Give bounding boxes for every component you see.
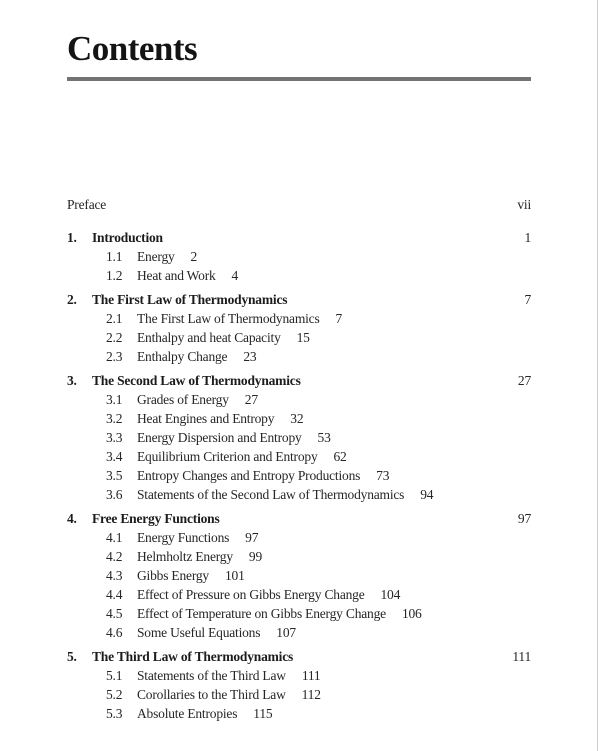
section-title: Equilibrium Criterion and Entropy xyxy=(137,449,318,464)
chapter-number: 2. xyxy=(67,292,77,307)
page-title: Contents xyxy=(67,29,198,68)
section-entry xyxy=(67,666,531,685)
section-page-number: 115 xyxy=(253,706,273,721)
chapter-entry xyxy=(67,509,531,528)
section-number: 2.2 xyxy=(106,330,123,345)
section-number: 5.2 xyxy=(106,687,123,702)
section-page-number: 101 xyxy=(224,568,245,583)
title-rule xyxy=(67,77,531,81)
section-entry xyxy=(67,685,531,704)
section-number: 2.1 xyxy=(106,311,123,326)
section-title: Helmholtz Energy xyxy=(137,549,233,564)
section-title: Statements of the Second Law of Thermodynamics xyxy=(137,487,405,502)
section-number: 3.6 xyxy=(106,487,123,502)
section-entry xyxy=(67,485,531,504)
section-title: The First Law of Thermodynamics xyxy=(137,311,320,326)
section-page-number: 2 xyxy=(190,249,198,264)
section-page-number: 99 xyxy=(248,549,263,564)
section-title: Heat Engines and Entropy xyxy=(137,411,275,426)
section-title: Statements of the Third Law xyxy=(137,668,286,683)
section-entry xyxy=(67,247,531,266)
section-number: 4.3 xyxy=(106,568,123,583)
section-page-number: 73 xyxy=(376,468,390,483)
section-entry xyxy=(67,390,531,409)
section-page-number: 106 xyxy=(401,606,422,621)
section-number: 3.5 xyxy=(106,468,123,483)
section-number: 1.1 xyxy=(106,249,123,264)
section-page-number: 32 xyxy=(290,411,304,426)
section-number: 1.2 xyxy=(106,268,123,283)
section-page-number: 15 xyxy=(296,330,310,345)
preface-label: Preface xyxy=(67,197,107,212)
section-page-number: 23 xyxy=(243,349,257,364)
section-entry xyxy=(67,347,531,366)
section-page-number: 111 xyxy=(301,668,321,683)
section-page-number: 62 xyxy=(333,449,347,464)
section-entry xyxy=(67,623,531,642)
section-title: Enthalpy Change xyxy=(137,349,228,364)
section-number: 3.3 xyxy=(106,430,123,445)
section-entry xyxy=(67,447,531,466)
page-edge-scan-line xyxy=(597,0,598,751)
section-entry xyxy=(67,309,531,328)
section-title: Gibbs Energy xyxy=(137,568,209,583)
chapter-number: 1. xyxy=(67,230,77,245)
section-page-number: 27 xyxy=(244,392,258,407)
chapter-number: 4. xyxy=(67,511,77,526)
chapter-page-number: 7 xyxy=(524,292,531,307)
page-content xyxy=(67,0,531,723)
section-page-number: 104 xyxy=(380,587,401,602)
section-number: 4.1 xyxy=(106,530,123,545)
section-title: Heat and Work xyxy=(137,268,216,283)
section-number: 3.2 xyxy=(106,411,123,426)
chapter-page-number: 27 xyxy=(517,373,531,388)
section-page-number: 107 xyxy=(276,625,296,640)
section-title: Effect of Temperature on Gibbs Energy Change xyxy=(137,606,386,621)
section-page-number: 7 xyxy=(335,311,343,326)
chapter-entry xyxy=(67,371,531,390)
section-title: Absolute Entropies xyxy=(137,706,238,721)
section-entry xyxy=(67,585,531,604)
chapter-number: 3. xyxy=(67,373,77,388)
section-number: 5.1 xyxy=(106,668,123,683)
section-number: 3.4 xyxy=(106,449,123,464)
section-entry xyxy=(67,328,531,347)
section-entry xyxy=(67,528,531,547)
section-entry xyxy=(67,266,531,285)
chapter-title: The Third Law of Thermodynamics xyxy=(92,649,294,664)
section-entry xyxy=(67,547,531,566)
section-page-number: 4 xyxy=(231,268,239,283)
chapter-title: The First Law of Thermodynamics xyxy=(92,292,288,307)
section-page-number: 94 xyxy=(420,487,434,502)
section-page-number: 53 xyxy=(317,430,331,445)
section-title: Energy Functions xyxy=(137,530,230,545)
section-entry xyxy=(67,409,531,428)
section-number: 3.1 xyxy=(106,392,123,407)
preface-row xyxy=(67,195,531,214)
chapter-title: Free Energy Functions xyxy=(92,511,220,526)
chapter-entry xyxy=(67,228,531,247)
section-title: Some Useful Equations xyxy=(137,625,261,640)
chapter-title: Introduction xyxy=(92,230,163,245)
chapter-page-number: 111 xyxy=(512,649,531,664)
chapter-entry xyxy=(67,290,531,309)
chapter-entry xyxy=(67,647,531,666)
section-entry xyxy=(67,466,531,485)
section-title: Corollaries to the Third Law xyxy=(137,687,286,702)
section-number: 4.2 xyxy=(106,549,123,564)
section-title: Effect of Pressure on Gibbs Energy Change xyxy=(137,587,365,602)
section-entry xyxy=(67,428,531,447)
section-number: 4.5 xyxy=(106,606,123,621)
chapter-number: 5. xyxy=(67,649,77,664)
section-page-number: 97 xyxy=(245,530,259,545)
section-title: Grades of Energy xyxy=(137,392,229,407)
section-entry xyxy=(67,604,531,623)
section-entry xyxy=(67,566,531,585)
toc-list xyxy=(67,195,531,723)
section-title: Energy Dispersion and Entropy xyxy=(137,430,302,445)
preface-page-number: vii xyxy=(517,197,531,212)
section-number: 2.3 xyxy=(106,349,123,364)
section-title: Enthalpy and heat Capacity xyxy=(137,330,281,345)
section-title: Entropy Changes and Entropy Productions xyxy=(137,468,361,483)
section-entry xyxy=(67,704,531,723)
chapter-page-number: 97 xyxy=(517,511,531,526)
chapter-title: The Second Law of Thermodynamics xyxy=(92,373,301,388)
section-number: 4.4 xyxy=(106,587,123,602)
section-title: Energy xyxy=(137,249,175,264)
section-number: 4.6 xyxy=(106,625,123,640)
chapter-page-number: 1 xyxy=(524,230,531,245)
section-number: 5.3 xyxy=(106,706,123,721)
section-page-number: 112 xyxy=(301,687,321,702)
